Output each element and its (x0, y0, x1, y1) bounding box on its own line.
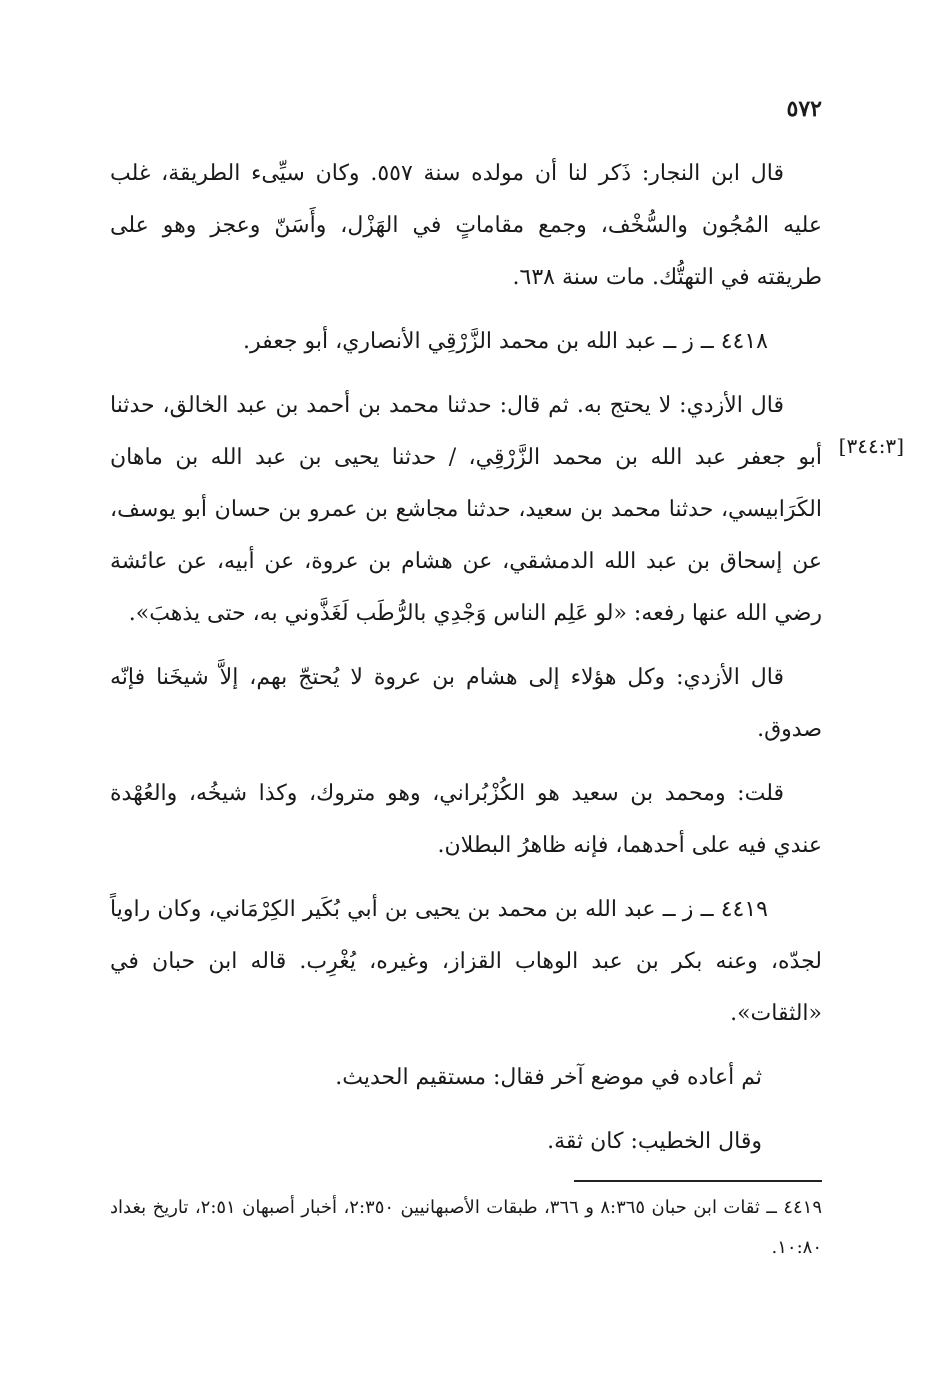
main-text (110, 148, 822, 1180)
footnote-divider (574, 1180, 822, 1182)
footnote-4419: ٤٤١٩ ــ ثقات ابن حبان ٨:٣٦٥ و ٣٦٦، طبقات الأصبهانيين ٢:٣٥٠، أخبار أصبهان ٢:٥١، تاريخ بغداد ١٠:٨٠. (110, 1197, 822, 1258)
paragraph-ibn-najjar: قال ابن النجار: ذَكر لنا أن مولده سنة ٥٥٧. وكان سيِّىء الطريقة، غلب عليه المُجُون والسُّخْف، وجمع مقاماتٍ في الهَزْل، وأَسَنّ وعجز وهو على طريقته في التهتُّك. مات سنة ٦٣٨. (110, 161, 822, 290)
entry-4419-heading: ٤٤١٩ ــ ز ــ عبد الله بن محمد بن يحيى بن أبي بُكَير الكِرْمَاني، وكان راوياً لجدّه، وعنه بكر بن عبد الوهاب القزاز، وغيره، يُغْرِب. قاله ابن حبان في «الثقات». (110, 897, 822, 1026)
page-number: ٥٧٢ (786, 96, 822, 122)
paragraph-azdi-comment: قال الأزدي: وكل هؤلاء إلى هشام بن عروة لا يُحتجّ بهم، إلاَّ شيخَنا فإنّه صدوق. (110, 665, 822, 742)
paragraph-author-note: قلت: ومحمد بن سعيد هو الكُزْبُراني، وهو متروك، وكذا شيخُه، والعُهْدة عندي فيه على أحدهما، فإنه ظاهرُ البطلان. (110, 781, 822, 858)
entry-4418-heading: ٤٤١٨ ــ ز ــ عبد الله بن محمد الزَّرْقِي الأنصاري، أبو جعفر. (243, 329, 768, 354)
paragraph-repeat-note: ثم أعاده في موضع آخر فقال: مستقيم الحديث. (335, 1065, 762, 1090)
footnote (110, 1188, 822, 1268)
paragraph-khatib-note: وقال الخطيب: كان ثقة. (547, 1129, 762, 1154)
margin-reference: [٣٤٤:٣] (838, 434, 904, 458)
paragraph-azdi-isnad: قال الأزدي: لا يحتج به. ثم قال: حدثنا محمد بن أحمد بن عبد الخالق، حدثنا أبو جعفر عبد الله بن محمد الزَّرْقِي، / حدثنا يحيى بن عبد الله بن ماهان الكَرَابيسي، حدثنا محمد بن سعيد، حدثنا مجاشع بن عمرو بن حسان أبو يوسف، عن إسحاق بن عبد الله الدمشقي، عن هشام بن عروة، عن أبيه، عن عائشة رضي الله عنها رفعه: «لو عَلِم الناس وَجْدِي بالرُّطَب لَغَذَّوني به، حتى يذهبَ». (110, 393, 822, 626)
